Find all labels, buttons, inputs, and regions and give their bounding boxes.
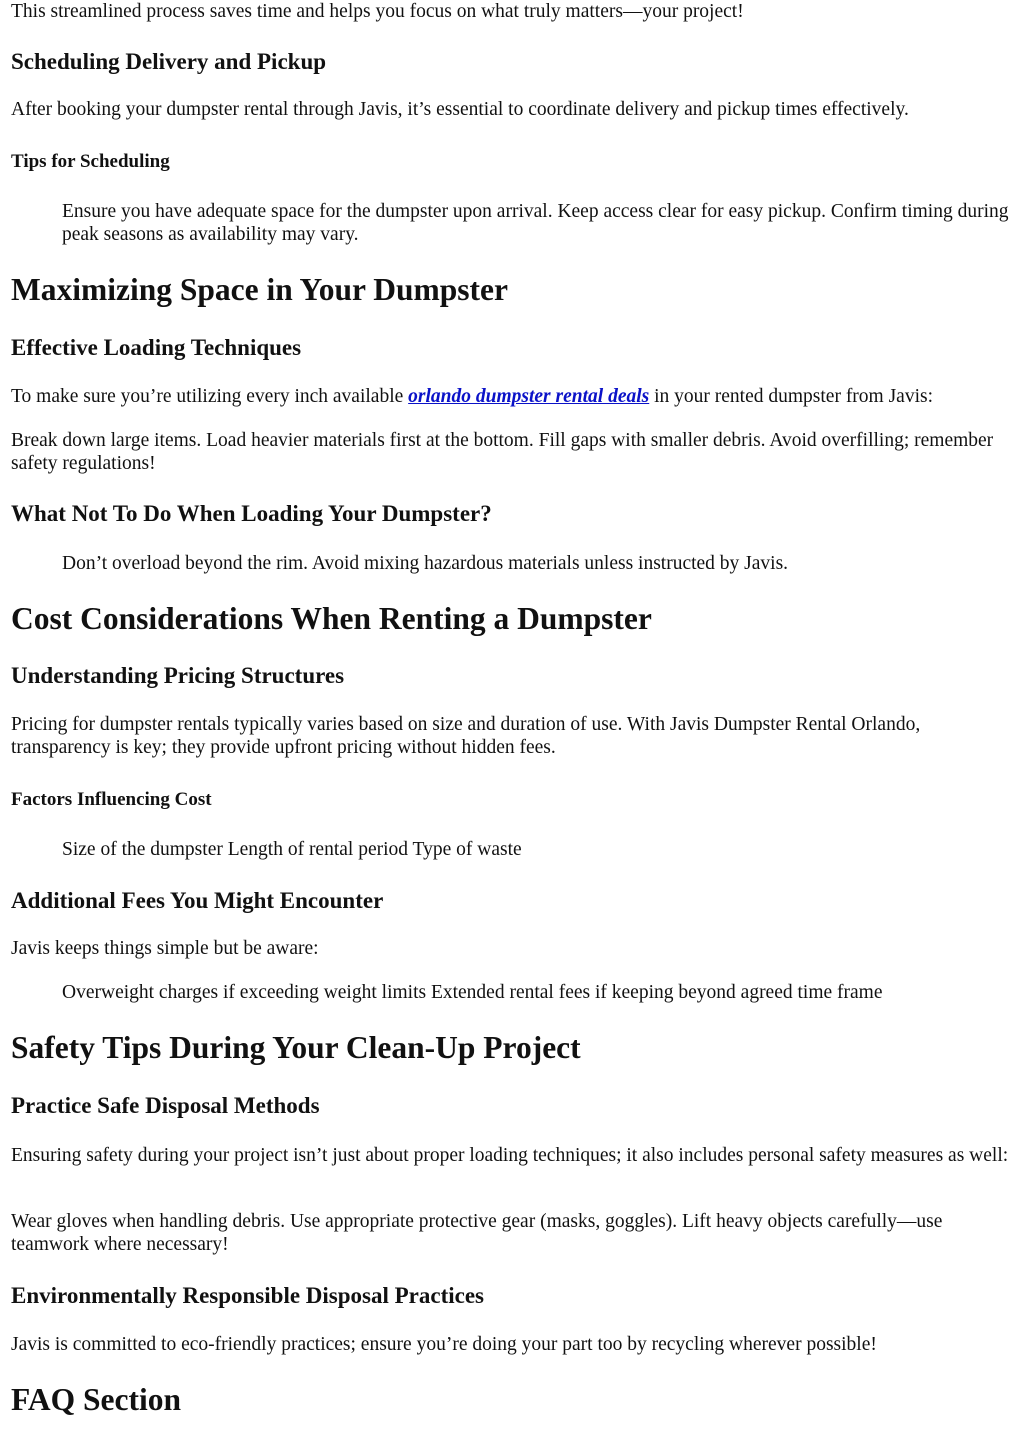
utilize-text-after: in your rented dumpster from Javis: [649,386,934,407]
heading-what-not-to-do: What Not To Do When Loading Your Dumpster? [11,501,492,526]
blockquote-scheduling-tips: Ensure you have adequate space for the dumpster upon arrival. Keep access clear for easy pickup. Confirm timing during peak seasons as availability may vary. [62,201,1009,245]
heading-faq-section: FAQ Section [11,1382,182,1417]
paragraph-pricing: Pricing for dumpster rentals typically varies based on size and duration of use. With Javis Dumpster Rental Orlando, transparency is key; they provide upfront pricing without hidden fees. [11,714,921,758]
paragraph-after-booking: After booking your dumpster rental through Javis, it’s essential to coordinate delivery and pickup times effectively. [11,99,909,120]
paragraph-eco-friendly: Javis is committed to eco-friendly practices; ensure you’re doing your part too by recycling wherever possible! [11,1334,877,1355]
paragraph-keeps-simple: Javis keeps things simple but be aware: [11,938,319,959]
paragraph-break-down-items: Break down large items. Load heavier materials first at the bottom. Fill gaps with smaller debris. Avoid overfilling; remember safety regulations! [11,430,994,474]
blockquote-fees: Overweight charges if exceeding weight limits Extended rental fees if keeping beyond agreed time frame [62,982,883,1003]
heading-safety-tips: Safety Tips During Your Clean-Up Project [11,1030,581,1065]
heading-tips-scheduling: Tips for Scheduling [11,151,170,172]
heading-pricing-structures: Understanding Pricing Structures [11,663,345,688]
heading-environmental-disposal: Environmentally Responsible Disposal Practices [11,1283,485,1308]
paragraph-ensuring-safety: Ensuring safety during your project isn’t just about proper loading techniques; it also includes personal safety measures as well: [11,1145,1009,1166]
heading-maximizing-space: Maximizing Space in Your Dumpster [11,272,509,307]
heading-cost-considerations: Cost Considerations When Renting a Dumpster [11,601,652,636]
heading-factors-cost: Factors Influencing Cost [11,789,212,810]
blockquote-dont-overload: Don’t overload beyond the rim. Avoid mixing hazardous materials unless instructed by Javis. [62,553,789,574]
utilize-text-before: To make sure you’re utilizing every inch available [11,386,409,407]
heading-scheduling-delivery: Scheduling Delivery and Pickup [11,49,327,74]
heading-loading-techniques: Effective Loading Techniques [11,335,302,360]
blockquote-cost-factors: Size of the dumpster Length of rental period Type of waste [62,839,522,860]
paragraph-utilize-space [11,386,1011,409]
heading-additional-fees: Additional Fees You Might Encounter [11,888,384,913]
paragraph-wear-gloves: Wear gloves when handling debris. Use appropriate protective gear (masks, goggles). Lift heavy objects carefully—use teamwork where necessary! [11,1211,943,1255]
heading-safe-disposal: Practice Safe Disposal Methods [11,1093,320,1118]
orlando-dumpster-deals-link[interactable]: orlando dumpster rental deals [408,386,650,407]
paragraph-intro-end: This streamlined process saves time and helps you focus on what truly matters—your project! [11,1,744,22]
